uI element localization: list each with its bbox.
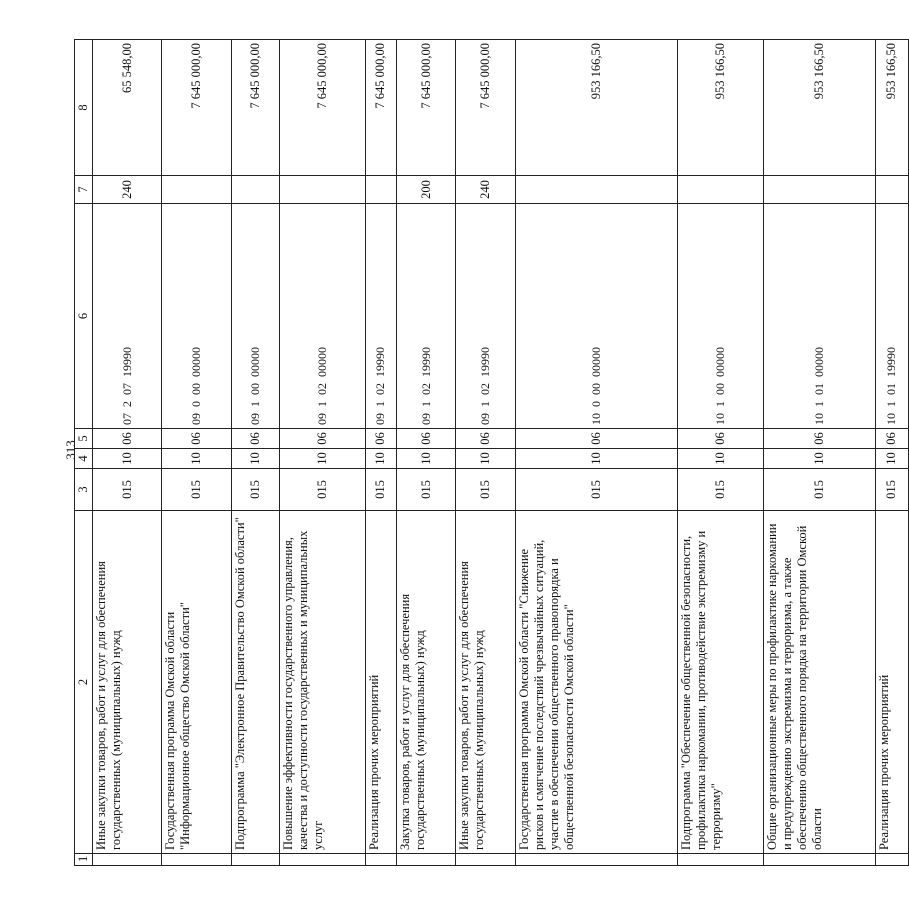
amount: 7 645 000,00	[456, 40, 515, 176]
amount: 65 548,00	[93, 40, 162, 176]
column-header-row	[75, 40, 93, 866]
table-row	[763, 40, 875, 866]
budget-table	[74, 39, 909, 866]
expense-type-code: 240	[93, 176, 162, 204]
expense-name: Государственная программа Омской области "Информационное общество Омской области"	[162, 511, 231, 854]
column-header: 8	[75, 40, 93, 176]
section-code: 10	[365, 449, 396, 469]
program-code: 09 1 00 00000	[231, 204, 279, 429]
section-code: 10	[515, 449, 677, 469]
subsection-code: 06	[279, 429, 365, 449]
row-number	[396, 854, 455, 866]
subsection-code: 06	[763, 429, 875, 449]
subsection-code: 06	[456, 429, 515, 449]
expense-name: Иные закупки товаров, работ и услуг для обеспечения государственных (муниципальных) нужд	[456, 511, 515, 854]
column-header: 3	[75, 469, 93, 511]
admin-code: 015	[279, 469, 365, 511]
section-code: 10	[279, 449, 365, 469]
expense-name: Иные закупки товаров, работ и услуг для обеспечения государственных (муниципальных) нужд	[93, 511, 162, 854]
subsection-code: 06	[231, 429, 279, 449]
amount: 953 166,50	[677, 40, 763, 176]
expense-type-code	[875, 176, 908, 204]
section-code: 10	[93, 449, 162, 469]
row-number	[677, 854, 763, 866]
admin-code: 015	[365, 469, 396, 511]
table-body	[93, 40, 909, 866]
expense-name: Повышение эффективности государственного управления, качества и доступности государственных и муниципальных услуг	[279, 511, 365, 854]
expense-name: Подпрограмма "Обеспечение общественной безопасности, профилактика наркомании, противодействие экстремизму и терроризму"	[677, 511, 763, 854]
subsection-code: 06	[677, 429, 763, 449]
expense-name: Закупка товаров, работ и услуг для обеспечения государственных (муниципальных) нужд	[396, 511, 455, 854]
program-code: 09 1 02 00000	[279, 204, 365, 429]
expense-name: Подпрограмма "Электронное Правительство Омской области"	[231, 511, 279, 854]
section-code: 10	[456, 449, 515, 469]
subsection-code: 06	[396, 429, 455, 449]
table-row	[93, 40, 162, 866]
admin-code: 015	[677, 469, 763, 511]
column-header: 1	[75, 854, 93, 866]
amount: 953 166,50	[515, 40, 677, 176]
section-code: 10	[763, 449, 875, 469]
amount: 7 645 000,00	[365, 40, 396, 176]
expense-name: Реализация прочих мероприятий	[875, 511, 908, 854]
section-code: 10	[162, 449, 231, 469]
table-row	[875, 40, 908, 866]
table-row	[396, 40, 455, 866]
row-number	[763, 854, 875, 866]
table-row	[677, 40, 763, 866]
row-number	[456, 854, 515, 866]
amount: 953 166,50	[875, 40, 908, 176]
admin-code: 015	[396, 469, 455, 511]
program-code: 07 2 07 19990	[93, 204, 162, 429]
row-number	[231, 854, 279, 866]
amount: 7 645 000,00	[396, 40, 455, 176]
expense-type-code	[162, 176, 231, 204]
row-number	[93, 854, 162, 866]
admin-code: 015	[456, 469, 515, 511]
expense-type-code	[279, 176, 365, 204]
row-number	[365, 854, 396, 866]
section-code: 10	[677, 449, 763, 469]
column-header: 5	[75, 429, 93, 449]
subsection-code: 06	[162, 429, 231, 449]
table-row	[231, 40, 279, 866]
program-code: 09 1 02 19990	[456, 204, 515, 429]
subsection-code: 06	[365, 429, 396, 449]
expense-type-code	[677, 176, 763, 204]
program-code: 10 1 01 19990	[875, 204, 908, 429]
section-code: 10	[875, 449, 908, 469]
table-row	[365, 40, 396, 866]
expense-name: Общие организационные меры по профилактике наркомании и предупреждению экстремизма и терроризма, а также обеспечению общественного порядка на территории Омской области	[763, 511, 875, 854]
expense-type-code: 240	[456, 176, 515, 204]
expense-name: Реализация прочих мероприятий	[365, 511, 396, 854]
program-code: 10 0 00 00000	[515, 204, 677, 429]
column-header: 7	[75, 176, 93, 204]
expense-type-code	[763, 176, 875, 204]
table-row	[162, 40, 231, 866]
page-number: 313	[63, 440, 78, 460]
program-code: 09 1 02 19990	[396, 204, 455, 429]
subsection-code: 06	[515, 429, 677, 449]
admin-code: 015	[763, 469, 875, 511]
program-code: 10 1 00 00000	[677, 204, 763, 429]
table-row	[279, 40, 365, 866]
program-code: 09 0 00 00000	[162, 204, 231, 429]
admin-code: 015	[515, 469, 677, 511]
amount: 7 645 000,00	[162, 40, 231, 176]
row-number	[515, 854, 677, 866]
admin-code: 015	[231, 469, 279, 511]
column-header: 6	[75, 204, 93, 429]
row-number	[875, 854, 908, 866]
program-code: 10 1 01 00000	[763, 204, 875, 429]
subsection-code: 06	[875, 429, 908, 449]
expense-type-code: 200	[396, 176, 455, 204]
expense-name: Государственная программа Омской области "Снижение рисков и смягчение последствий чрезвычайных ситуаций, участие в обеспечении общественного правопорядка и общественной безопасности Омской области"	[515, 511, 677, 854]
row-number	[162, 854, 231, 866]
expense-type-code	[365, 176, 396, 204]
expense-type-code	[515, 176, 677, 204]
amount: 7 645 000,00	[231, 40, 279, 176]
table-row	[456, 40, 515, 866]
expense-type-code	[231, 176, 279, 204]
admin-code: 015	[875, 469, 908, 511]
program-code: 09 1 02 19990	[365, 204, 396, 429]
row-number	[279, 854, 365, 866]
section-code: 10	[231, 449, 279, 469]
subsection-code: 06	[93, 429, 162, 449]
section-code: 10	[396, 449, 455, 469]
admin-code: 015	[162, 469, 231, 511]
table-row	[515, 40, 677, 866]
admin-code: 015	[93, 469, 162, 511]
amount: 953 166,50	[763, 40, 875, 176]
column-header: 4	[75, 449, 93, 469]
amount: 7 645 000,00	[279, 40, 365, 176]
column-header: 2	[75, 511, 93, 854]
